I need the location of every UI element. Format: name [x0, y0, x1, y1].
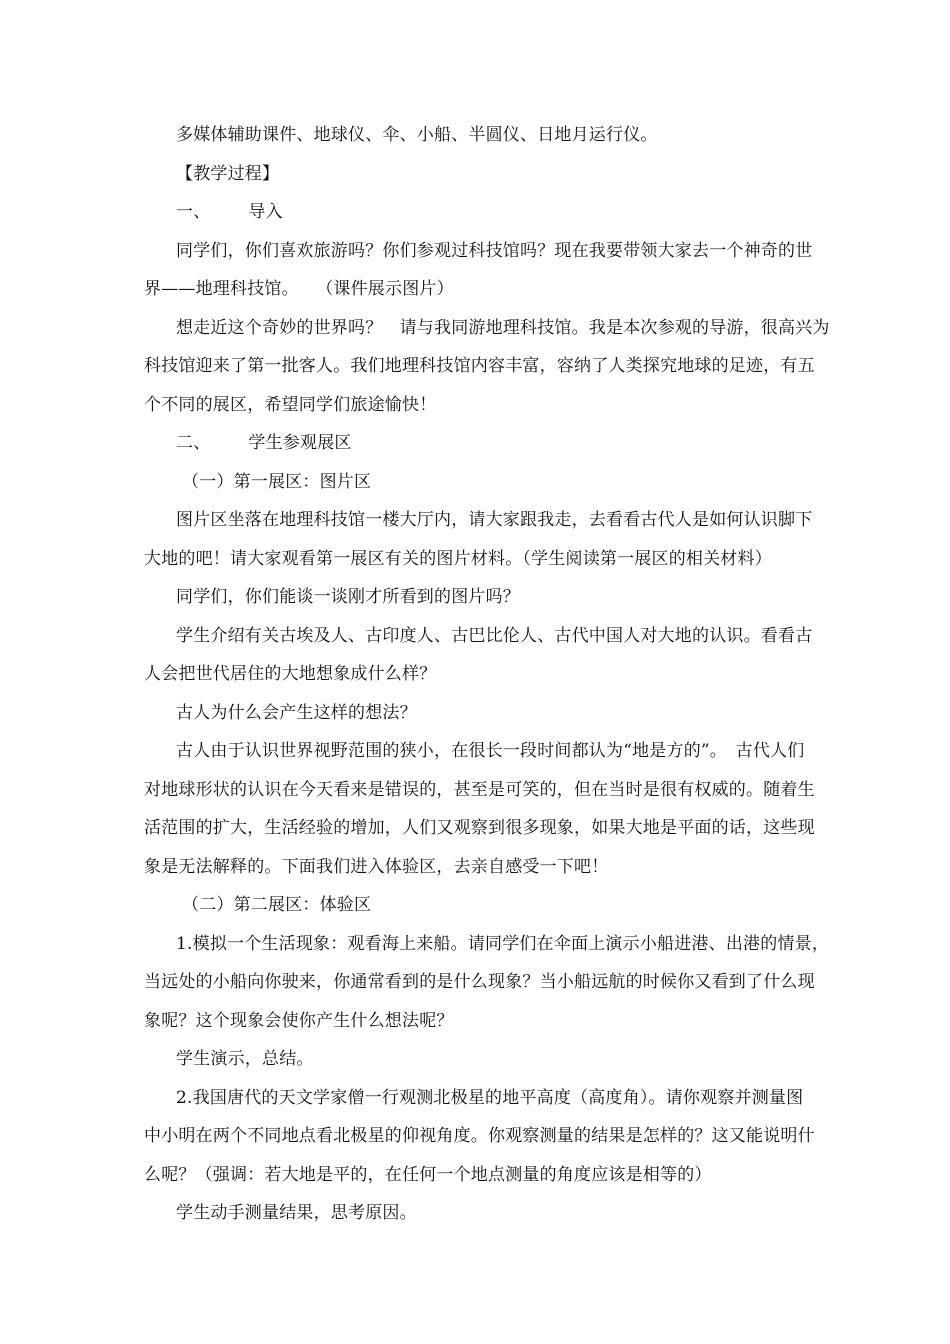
paragraph-line: 对地球形状的认识在今天看来是错误的，甚至是可笑的，但在当时是很有权威的。随着生 [144, 780, 815, 800]
paragraph-line: 大地的吧！请大家观看第一展区有关的图片材料。（学生阅读第一展区的相关材料） [144, 549, 772, 569]
paragraph-line: 中小明在两个不同地点看北极星的仰视角度。你观察测量的结果是怎样的？这又能说明什 [144, 1126, 815, 1146]
paragraph-line: 象呢？这个现象会使你产生什么想法呢？ [144, 1011, 454, 1031]
paragraph-line: 学生介绍有关古埃及人、古印度人、古巴比伦人、古代中国人对大地的认识。看看古 [176, 626, 813, 646]
paragraph-line: 古人由于认识世界视野范围的狭小，在很长一段时间都认为“地是方的”。 古代人们 [176, 741, 805, 761]
paragraph-line: 么呢？（强调：若大地是平的，在任何一个地点测量的角度应该是相等的） [144, 1165, 712, 1185]
section-title: 导入 [248, 202, 283, 222]
zone2-heading: （二）第二展区：体验区 [182, 895, 372, 915]
paragraph-line: 同学们，你们能谈一谈刚才所看到的图片吗？ [176, 587, 520, 607]
paragraph-line: 学生动手测量结果，思考原因。 [176, 1203, 417, 1223]
paragraph-line: 当远处的小船向你驶来，你通常看到的是什么现象？当小船远航的时候你又看到了什么现 [144, 972, 815, 992]
paragraph-line: 想走近这个奇妙的世界吗？ 请与我同游地理科技馆。我是本次参观的导游，很高兴为 [176, 318, 830, 338]
zone1-heading: （一）第一展区：图片区 [182, 472, 372, 492]
section-heading-visit [176, 432, 352, 454]
paragraph-line: 古人为什么会产生这样的想法？ [176, 703, 417, 723]
paragraph-line: 象是无法解释的。下面我们进入体验区，去亲自感受一下吧！ [144, 857, 609, 877]
paragraph-line: 2.我国唐代的天文学家僧一行观测北极星的地平高度（高度角）。请你观察并测量图 [176, 1088, 804, 1108]
section-number: 一、 [176, 202, 211, 222]
paragraph-line: 界——地理科技馆。 （课件展示图片） [144, 279, 454, 299]
paragraph-line: 图片区坐落在地理科技馆一楼大厅内，请大家跟我走，去看看古代人是如何认识脚下 [176, 510, 813, 530]
paragraph-line: 个不同的展区，希望同学们旅途愉快！ [144, 395, 437, 415]
paragraph-line: 同学们，你们喜欢旅游吗？你们参观过科技馆吗？现在我要带领大家去一个神奇的世 [176, 241, 813, 261]
materials-line: 多媒体辅助课件、地球仪、伞、小船、半圆仪、日地月运行仪。 [176, 125, 658, 145]
section-title: 学生参观展区 [248, 433, 352, 453]
section-heading-intro [176, 201, 283, 223]
paragraph-line: 活范围的扩大，生活经验的增加，人们又观察到很多现象，如果大地是平面的话，这些现 [144, 818, 815, 838]
paragraph-line: 科技馆迎来了第一批客人。我们地理科技馆内容丰富，容纳了人类探究地球的足迹，有五 [144, 356, 815, 376]
paragraph-line: 学生演示，总结。 [176, 1049, 314, 1069]
paragraph-line: 人会把世代居住的大地想象成什么样？ [144, 664, 437, 684]
process-heading: 【教学过程】 [176, 164, 280, 184]
paragraph-line: 1.模拟一个生活现象：观看海上来船。请同学们在伞面上演示小船进港、出港的情景， [176, 934, 830, 954]
section-number: 二、 [176, 433, 211, 453]
